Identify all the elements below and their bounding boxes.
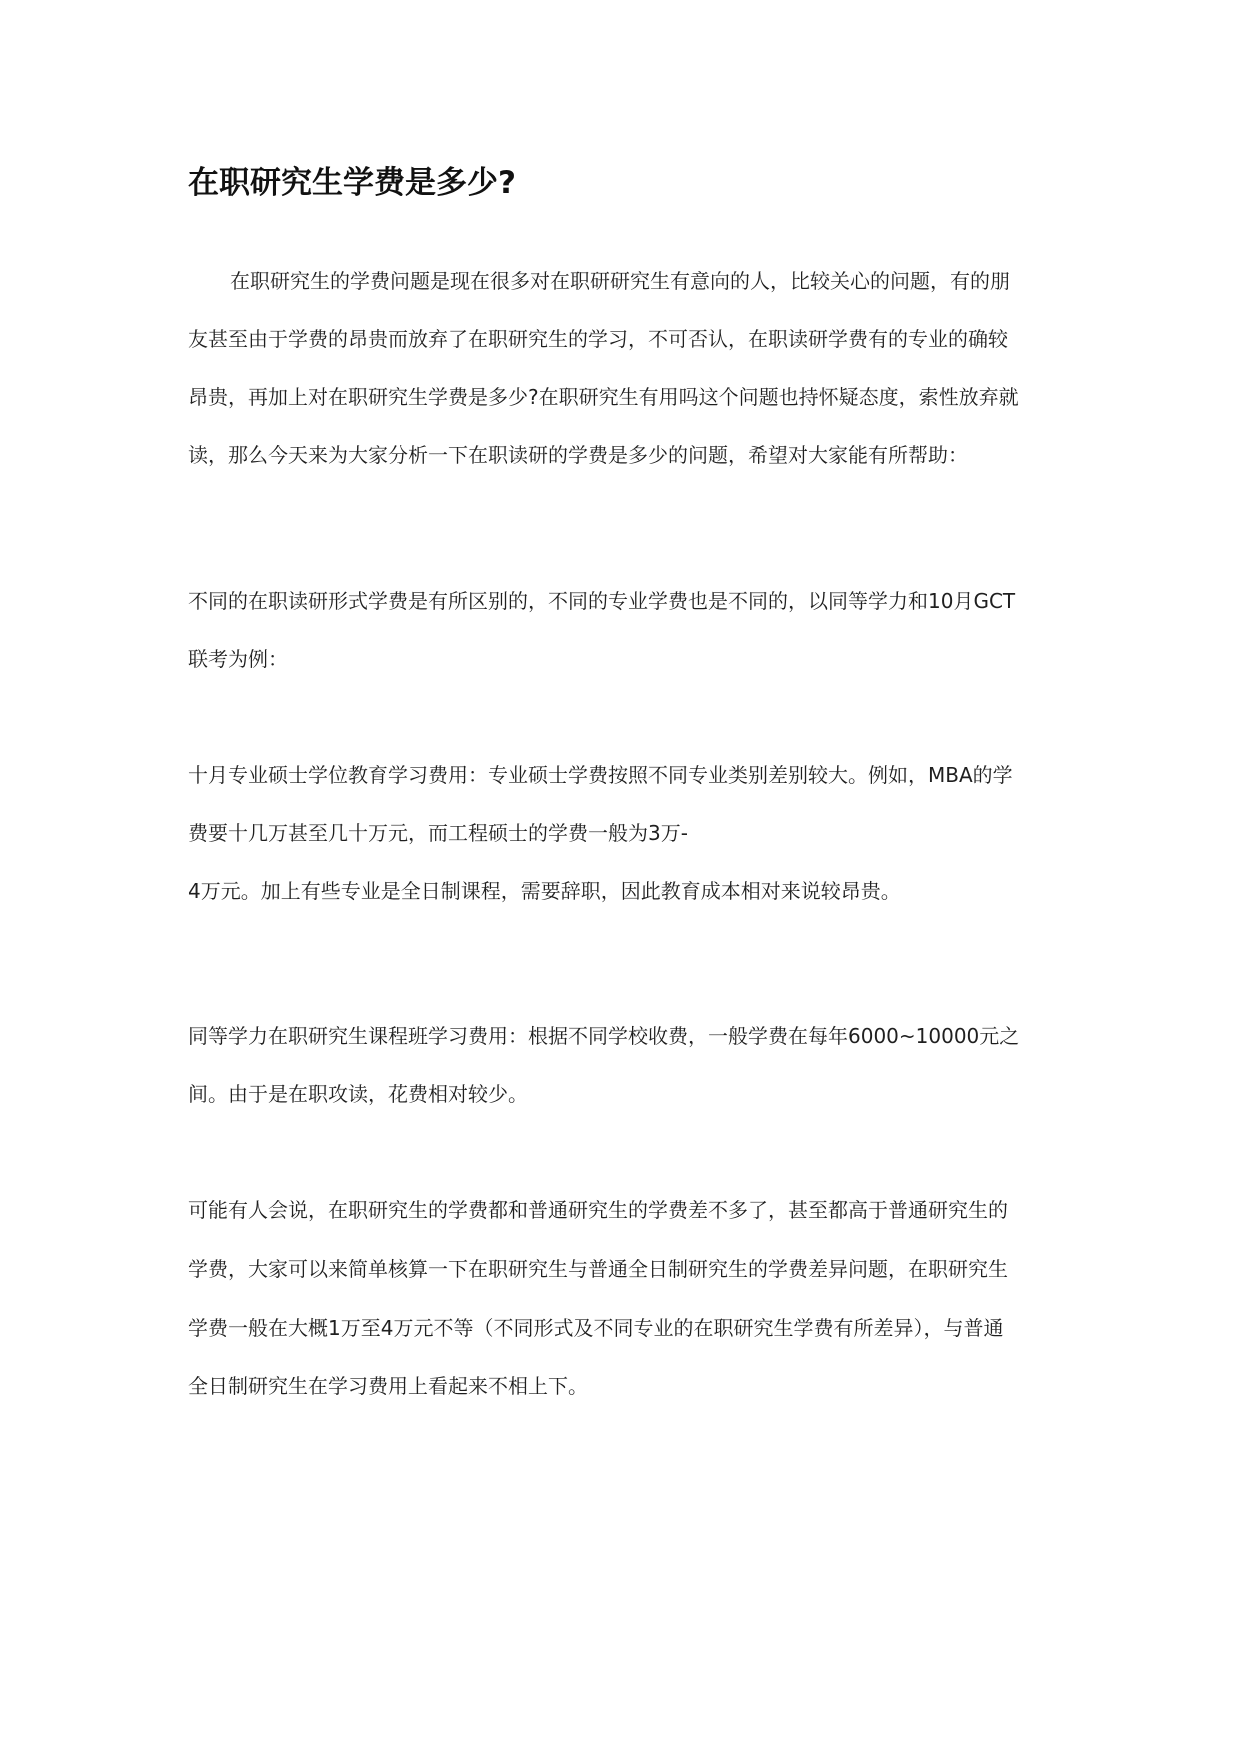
paragraph-1-line-3: 昂贵，再加上对在职研究生学费是多少?在职研究生有用吗这个问题也持怀疑态度，索性放弃就 [188, 385, 1019, 409]
paragraph-3-line-1: 十月专业硕士学位教育学习费用：专业硕士学费按照不同专业类别差别较大。例如，MBA的学 [188, 763, 1013, 787]
paragraph-4-line-2: 间。由于是在职攻读，花费相对较少。 [188, 1082, 528, 1106]
paragraph-5-line-4: 全日制研究生在学习费用上看起来不相上下。 [188, 1374, 588, 1398]
paragraph-1-line-1: 在职研究生的学费问题是现在很多对在职研研究生有意向的人，比较关心的问题，有的朋 [230, 269, 1010, 293]
document-title: 在职研究生学费是多少? [188, 165, 516, 201]
paragraph-5-line-3: 学费一般在大概1万至4万元不等（不同形式及不同专业的在职研究生学费有所差异），与普通 [188, 1316, 1004, 1340]
paragraph-4-line-1: 同等学力在职研究生课程班学习费用：根据不同学校收费，一般学费在每年6000~10000元之 [188, 1024, 1020, 1048]
paragraph-5-line-2: 学费，大家可以来简单核算一下在职研究生与普通全日制研究生的学费差异问题，在职研究生 [188, 1257, 1008, 1281]
paragraph-1-line-2: 友甚至由于学费的昂贵而放弃了在职研究生的学习，不可否认，在职读研学费有的专业的确较 [188, 327, 1008, 351]
paragraph-1-line-4: 读，那么今天来为大家分析一下在职读研的学费是多少的问题，希望对大家能有所帮助： [188, 443, 968, 467]
paragraph-2-line-1: 不同的在职读研形式学费是有所区别的，不同的专业学费也是不同的，以同等学力和10月GCT [188, 589, 1016, 613]
paragraph-2-line-2: 联考为例： [188, 647, 288, 671]
paragraph-3-line-3: 4万元。加上有些专业是全日制课程，需要辞职，因此教育成本相对来说较昂贵。 [188, 879, 901, 903]
paragraph-5-line-1: 可能有人会说，在职研究生的学费都和普通研究生的学费差不多了，甚至都高于普通研究生的 [188, 1198, 1008, 1222]
paragraph-3-line-2: 费要十几万甚至几十万元，而工程硕士的学费一般为3万- [188, 821, 688, 845]
